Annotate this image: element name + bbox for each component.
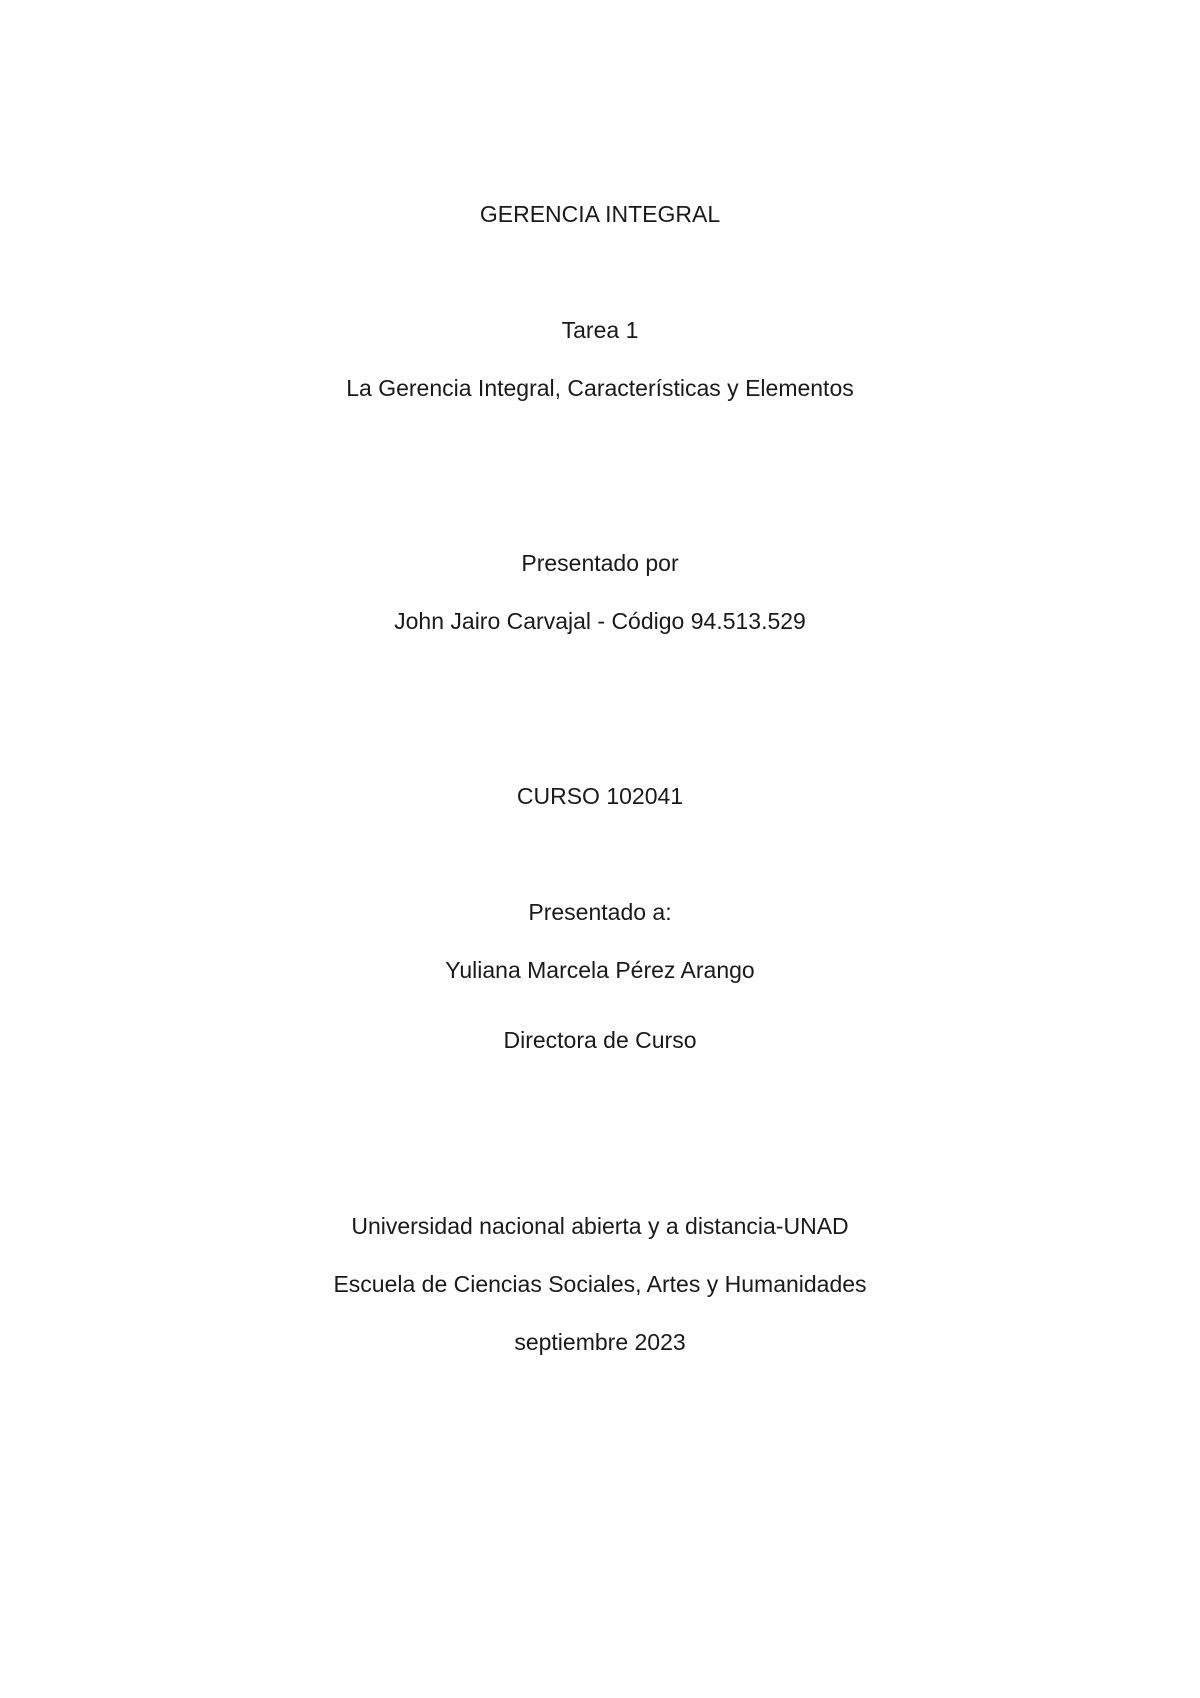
task-label: Tarea 1 (561, 317, 639, 343)
teacher-name: Yuliana Marcela Pérez Arango (445, 957, 755, 983)
task-subject: La Gerencia Integral, Características y Elementos (346, 375, 854, 401)
author-name: John Jairo Carvajal - Código 94.513.529 (394, 608, 806, 634)
school-name: Escuela de Ciencias Sociales, Artes y Humanidades (333, 1271, 867, 1297)
presented-to-heading: Presentado a: (528, 899, 672, 925)
teacher-role: Directora de Curso (503, 1027, 697, 1053)
presented-by-heading: Presentado por (521, 550, 679, 576)
university-name: Universidad nacional abierta y a distancia-UNAD (351, 1213, 849, 1239)
course-code: CURSO 102041 (516, 783, 684, 809)
submission-date: septiembre 2023 (514, 1329, 686, 1355)
document-title: GERENCIA INTEGRAL (479, 201, 721, 227)
